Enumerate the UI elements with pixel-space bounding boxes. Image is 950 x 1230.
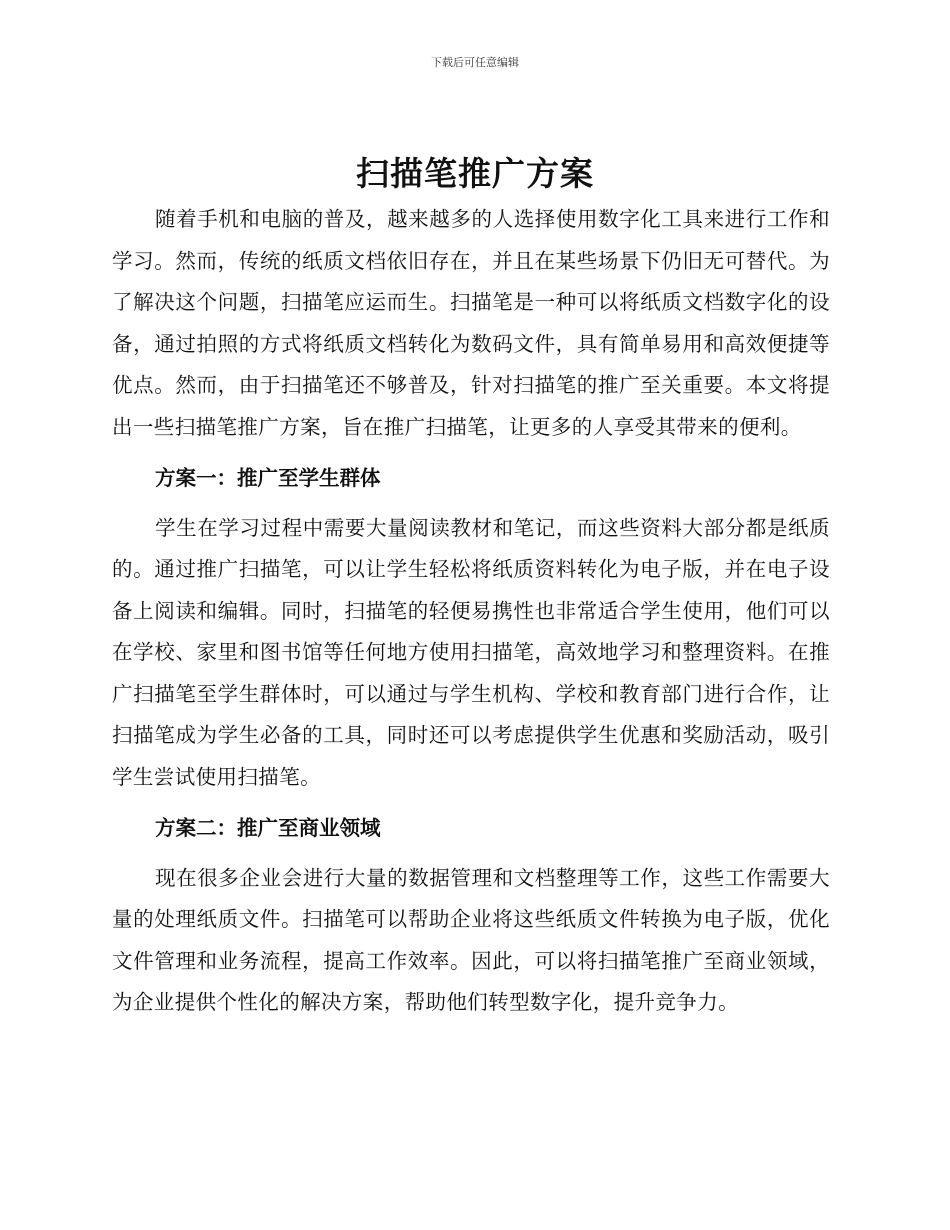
header-note: 下载后可任意编辑 bbox=[431, 56, 519, 69]
section-paragraph-2: 现在很多企业会进行大量的数据管理和文档整理等工作，这些工作需要大量的处理纸质文件。扫描笔可以帮助企业将这些纸质文件转换为电子版，优化文件管理和业务流程，提高工作效率。因此，可以将扫描笔推广至商业领域，为企业提供个性化的解决方案，帮助他们转型数字化，提升竞争力。 bbox=[112, 865, 830, 1014]
document-body bbox=[112, 199, 830, 1024]
document-title: 扫描笔推广方案 bbox=[356, 154, 594, 193]
section-heading-1: 方案一：推广至学生群体 bbox=[155, 466, 381, 490]
section-paragraph-1: 学生在学习过程中需要大量阅读教材和笔记，而这些资料大部分都是纸质的。通过推广扫描笔，可以让学生轻松将纸质资料转化为电子版，并在电子设备上阅读和编辑。同时，扫描笔的轻便易携性也非常适合学生使用，他们可以在学校、家里和图书馆等任何地方使用扫描笔，高效地学习和整理资料。在推广扫描笔至学生群体时，可以通过与学生机构、学校和教育部门进行合作，让扫描笔成为学生必备的工具，同时还可以考虑提供学生优惠和奖励活动，吸引学生尝试使用扫描笔。 bbox=[112, 515, 830, 789]
section-heading-2: 方案二：推广至商业领域 bbox=[155, 816, 381, 840]
intro-paragraph: 随着手机和电脑的普及，越来越多的人选择使用数字化工具来进行工作和学习。然而，传统的纸质文档依旧存在，并且在某些场景下仍旧无可替代。为了解决这个问题，扫描笔应运而生。扫描笔是一种可以将纸质文档数字化的设备，通过拍照的方式将纸质文档转化为数码文件，具有简单易用和高效便捷等优点。然而，由于扫描笔还不够普及，针对扫描笔的推广至关重要。本文将提出一些扫描笔推广方案，旨在推广扫描笔，让更多的人享受其带来的便利。 bbox=[112, 207, 830, 439]
